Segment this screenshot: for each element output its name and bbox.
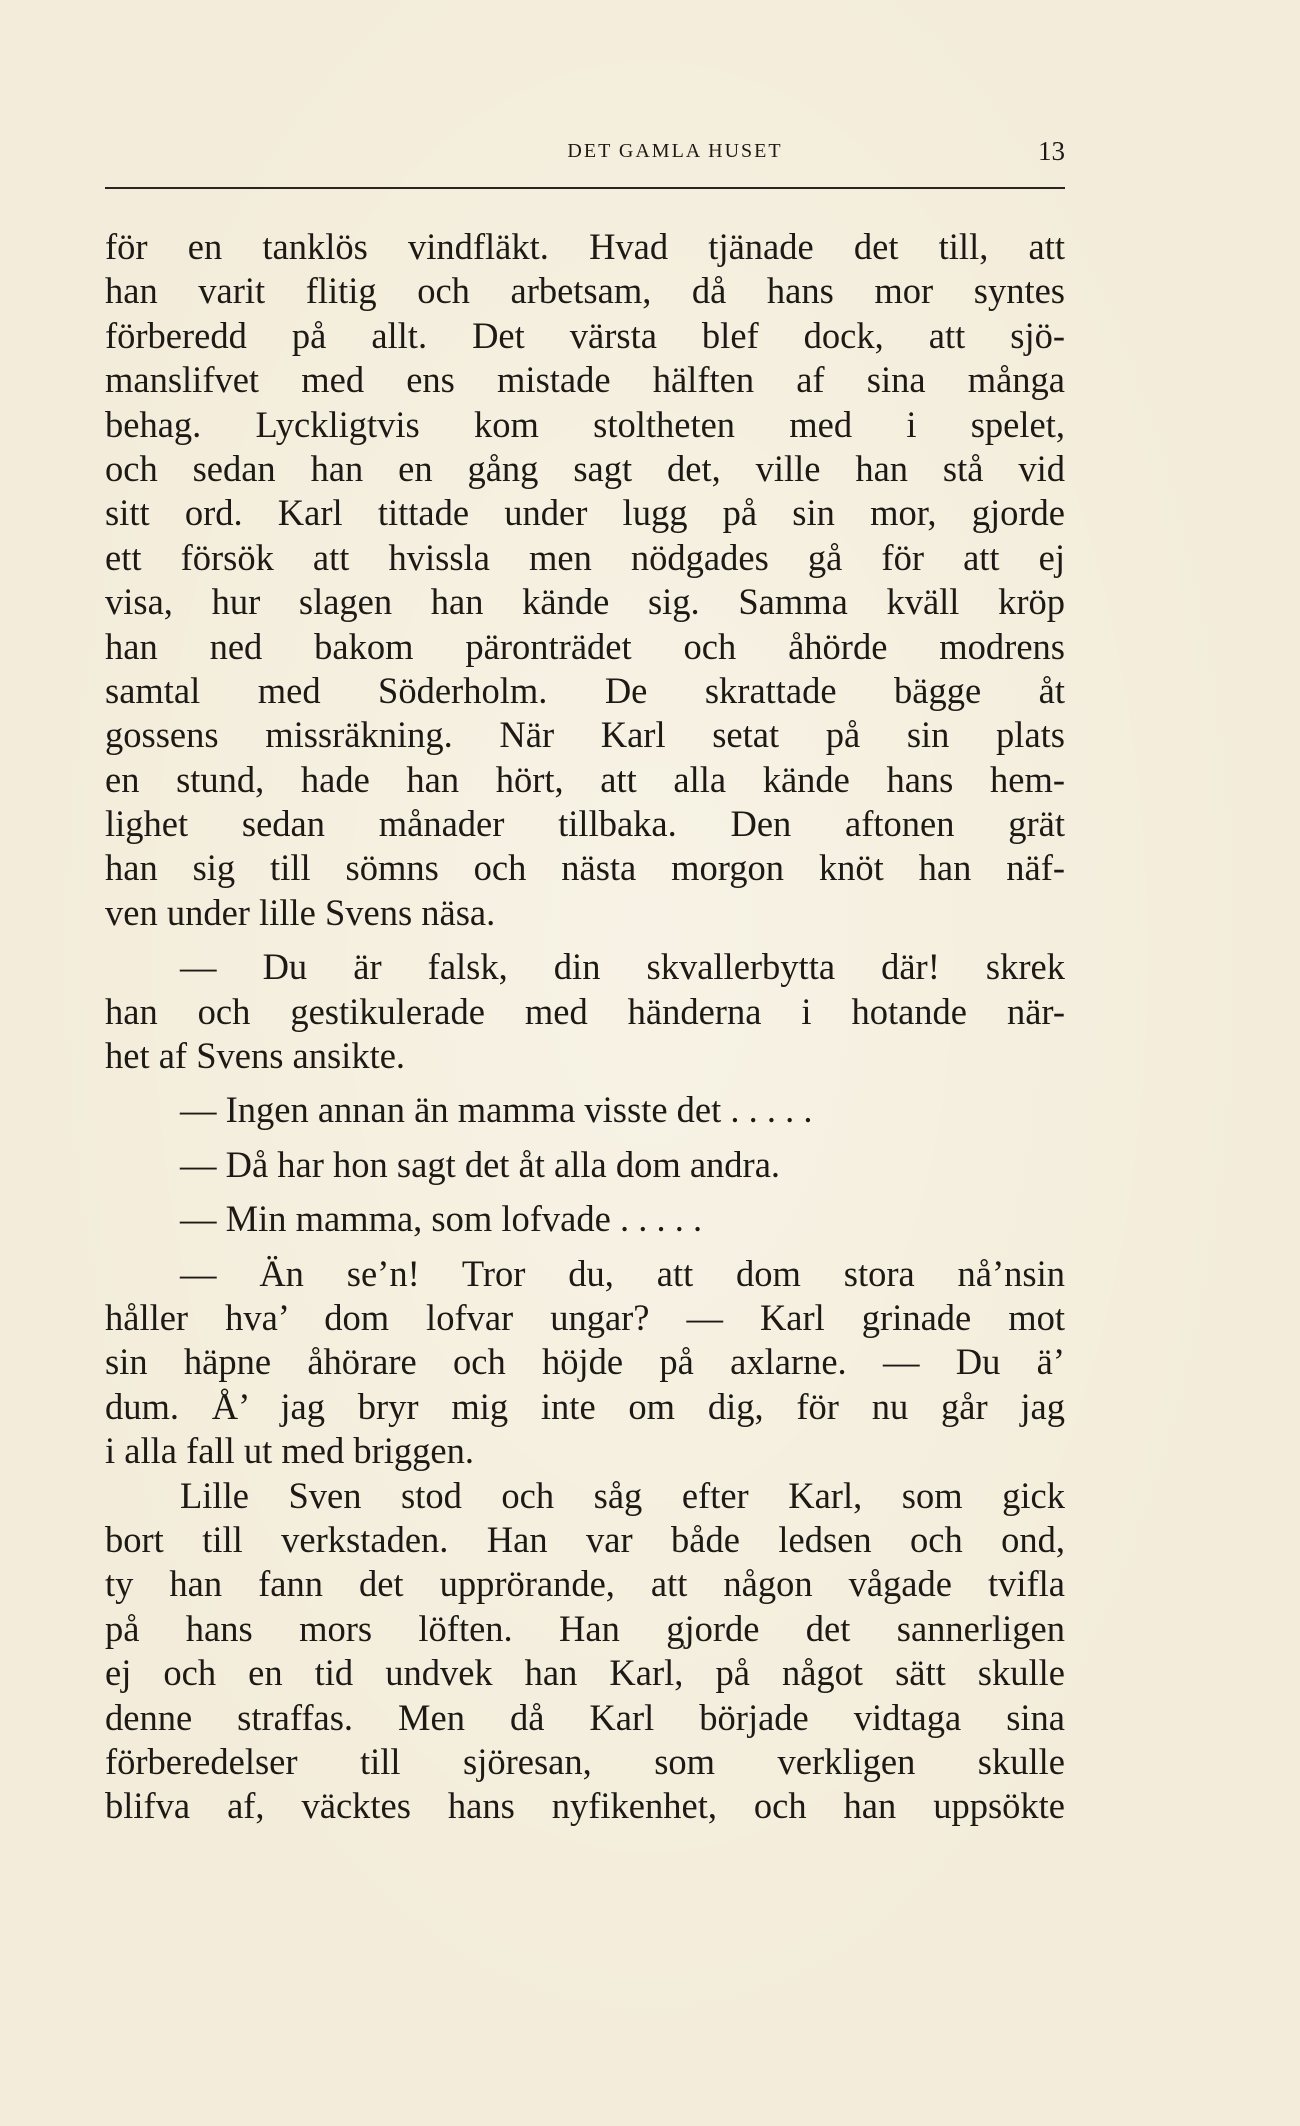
text-line: förberedd på allt. Det värsta blef dock, att sjö- [105, 314, 1065, 356]
text-line: ej och en tid undvek han Karl, på något sätt skulle [105, 1652, 1065, 1694]
dialogue-line: — Än se’n! Tror du, att dom stora nå’nsin [180, 1252, 1065, 1294]
text-line: behag. Lyckligtvis kom stoltheten med i spelet, [105, 403, 1065, 445]
dialogue-line: — Min mamma, som lofvade . . . . . [180, 1198, 703, 1240]
text-line: i alla fall ut med briggen. [105, 1430, 474, 1472]
text-line: och sedan han en gång sagt det, ville han stå vid [105, 447, 1065, 489]
text-line: sin häpne åhörare och höjde på axlarne. — Du ä’ [105, 1341, 1065, 1383]
dialogue-line: — Ingen annan än mamma visste det . . . . . [180, 1089, 813, 1131]
text-line: ty han fann det upprörande, att någon vågade tvifla [105, 1563, 1065, 1605]
text-line: het af Svens ansikte. [105, 1035, 406, 1077]
text-line: ven under lille Svens näsa. [105, 891, 496, 933]
text-line: samtal med Söderholm. De skrattade bägge åt [105, 669, 1065, 711]
text-line: lighet sedan månader tillbaka. Den aftonen grät [105, 803, 1065, 845]
text-line: en stund, hade han hört, att alla kände hans hem- [105, 758, 1065, 800]
body-text [105, 225, 1065, 1829]
text-line: han sig till sömns och nästa morgon knöt han näf- [105, 847, 1065, 889]
text-line: manslifvet med ens mistade hälften af sina många [105, 359, 1065, 401]
running-head: DET GAMLA HUSET [567, 140, 783, 162]
text-line: dum. Å’ jag bryr mig inte om dig, för nu går jag [105, 1385, 1065, 1427]
text-line: han varit flitig och arbetsam, då hans mor syntes [105, 270, 1065, 312]
text-line: visa, hur slagen han kände sig. Samma kväll kröp [105, 581, 1065, 623]
text-line: bort till verkstaden. Han var både ledsen och ond, [105, 1518, 1065, 1560]
text-line: på hans mors löften. Han gjorde det sannerligen [105, 1607, 1065, 1649]
header-rule [105, 187, 1065, 189]
text-line: blifva af, väcktes hans nyfikenhet, och han uppsökte [105, 1785, 1065, 1827]
text-line: han och gestikulerade med händerna i hotande när- [105, 990, 1065, 1032]
page-number: 13 [1038, 136, 1065, 166]
paragraph-start-line: Lille Sven stod och såg efter Karl, som gick [180, 1474, 1065, 1516]
text-line: denne straffas. Men då Karl började vidtaga sina [105, 1696, 1065, 1738]
text-line: sitt ord. Karl tittade under lugg på sin mor, gjorde [105, 492, 1065, 534]
text-line: gossens missräkning. När Karl setat på sin plats [105, 714, 1065, 756]
text-line: han ned bakom päronträdet och åhörde modrens [105, 625, 1065, 667]
text-line: förberedelser till sjöresan, som verkligen skulle [105, 1740, 1065, 1782]
text-line: ett försök att hvissla men nödgades gå för att ej [105, 536, 1065, 578]
text-line: håller hva’ dom lofvar ungar? — Karl grinade mot [105, 1296, 1065, 1338]
dialogue-line: — Du är falsk, din skvallerbytta där! skrek [180, 946, 1065, 988]
page-header [105, 136, 1065, 180]
dialogue-line: — Då har hon sagt det åt alla dom andra. [180, 1143, 781, 1185]
text-line: för en tanklös vindfläkt. Hvad tjänade det till, att [105, 226, 1065, 267]
